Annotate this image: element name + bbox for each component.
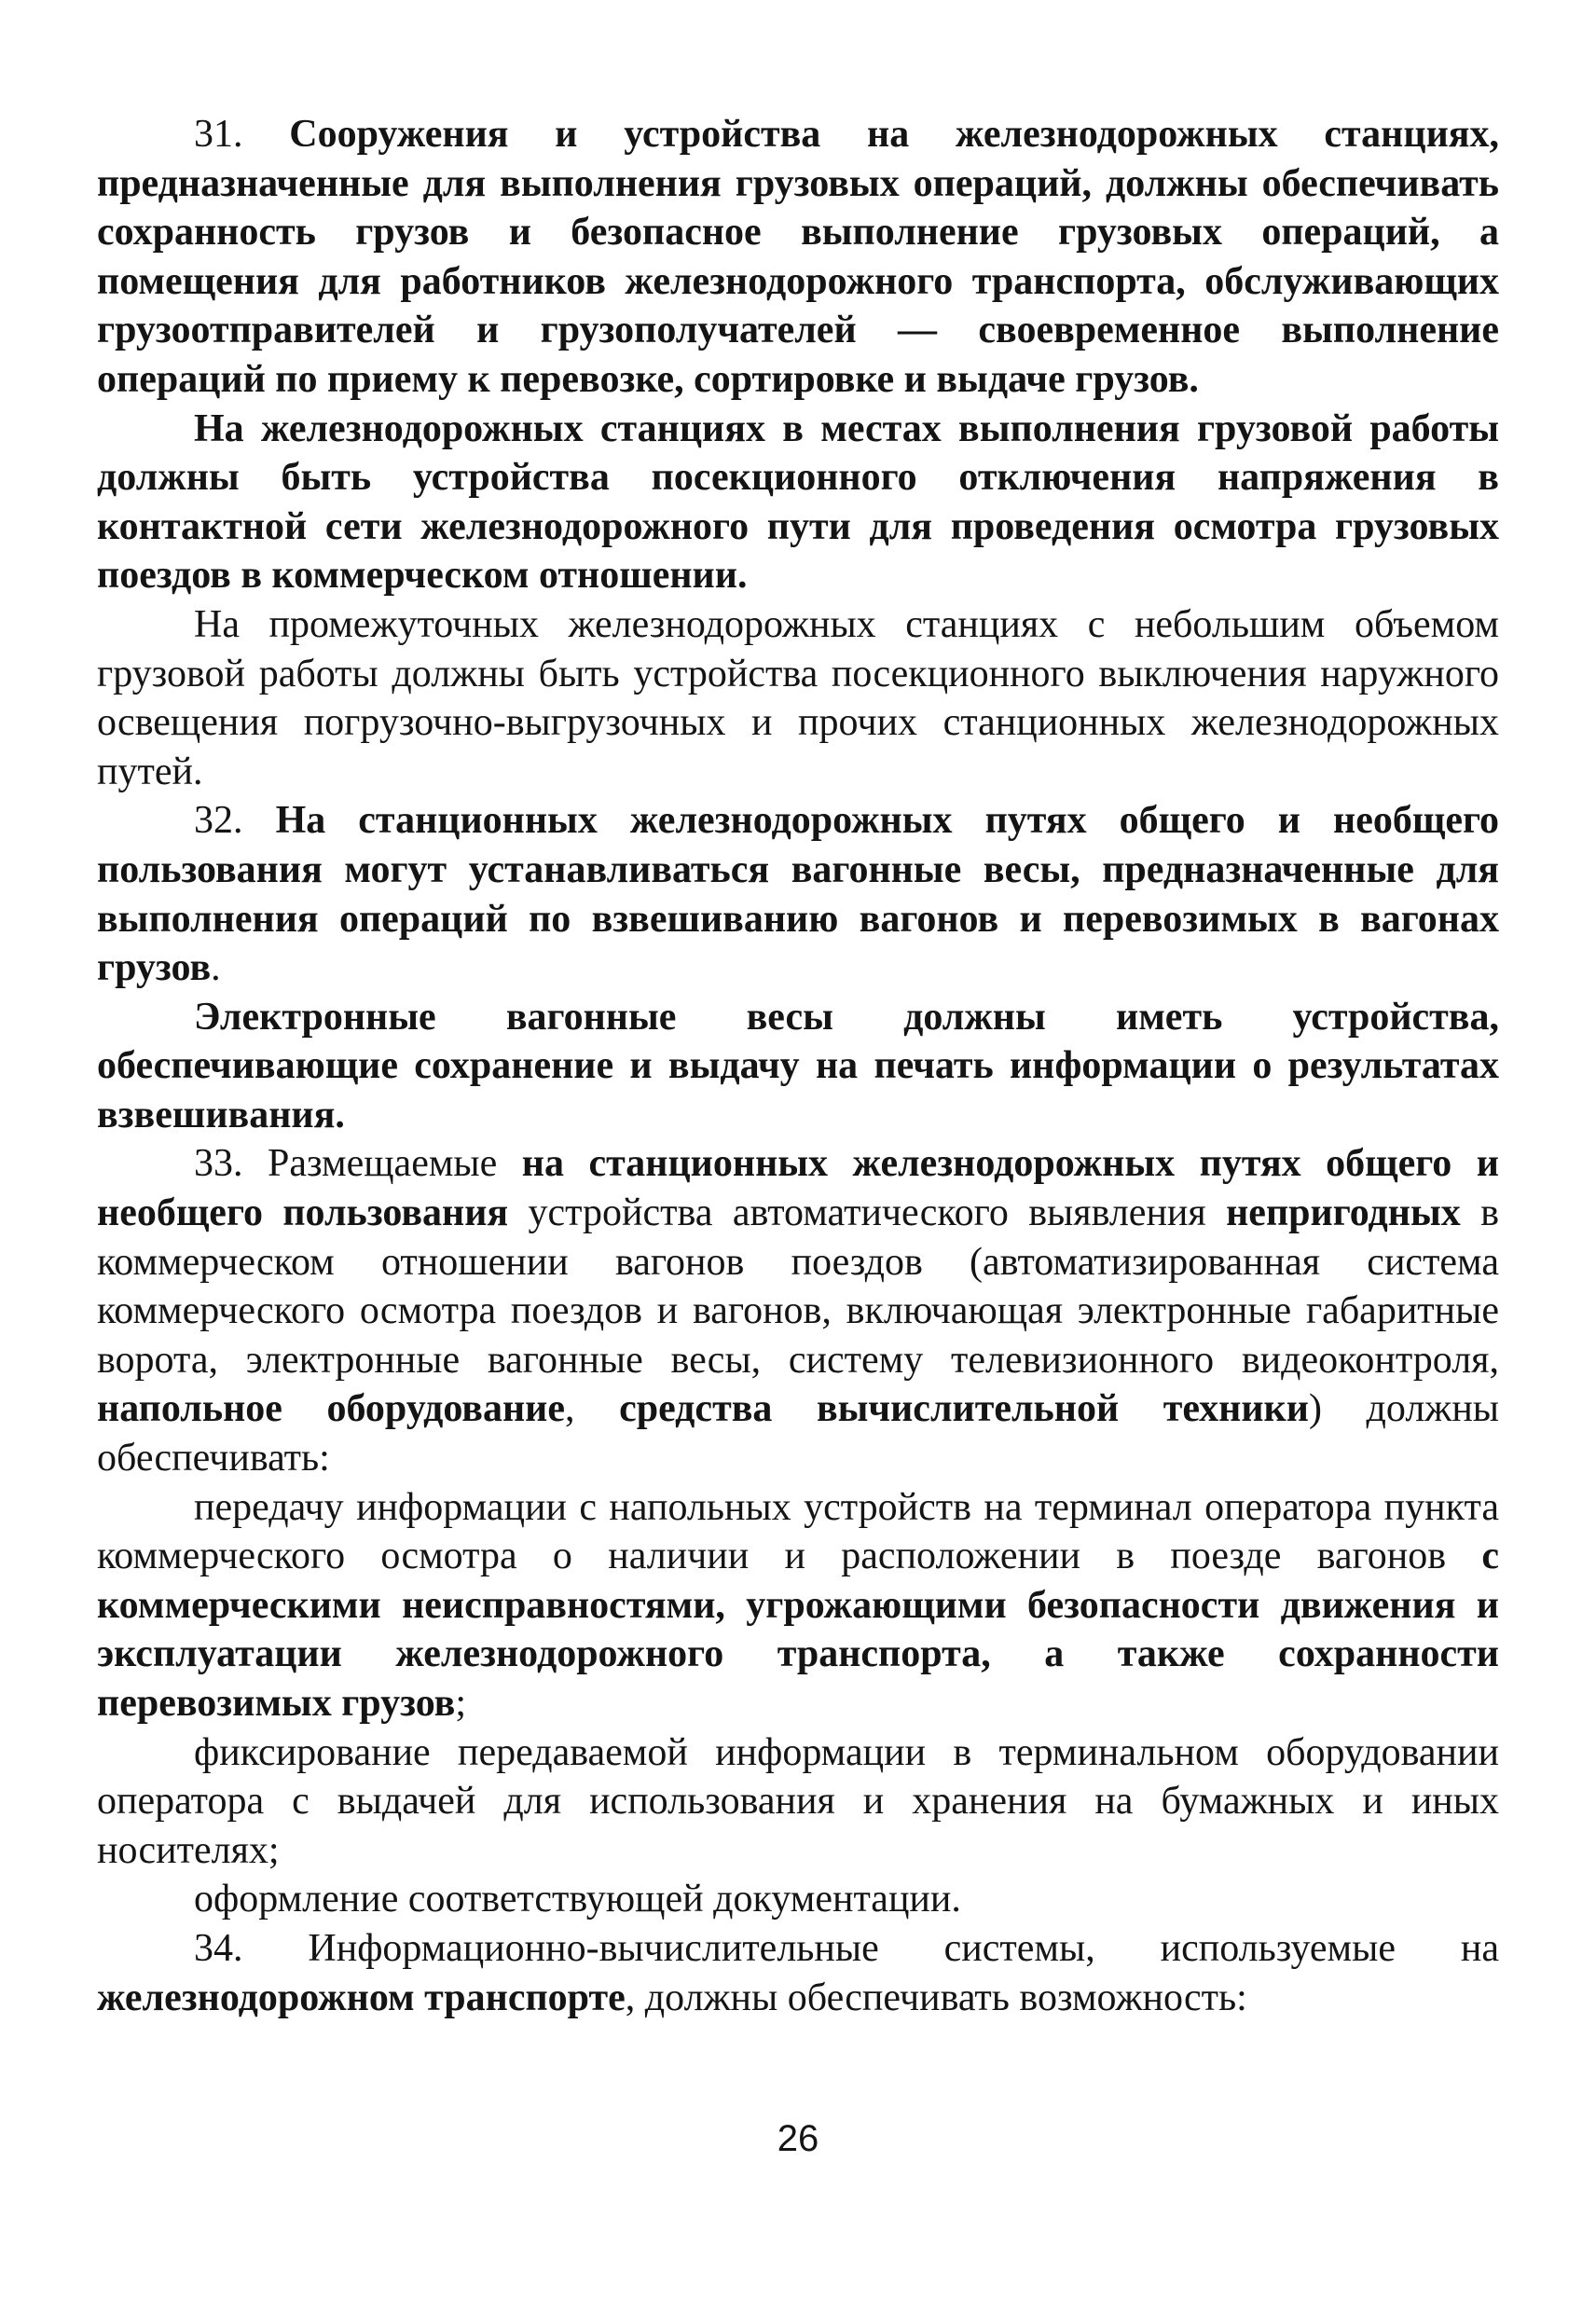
text-segment: 33. Размещаемые xyxy=(194,1142,522,1186)
paragraph-31 xyxy=(97,110,1499,405)
text-segment: ) должны обеспечивать: xyxy=(97,1387,1500,1480)
document-page xyxy=(97,110,1499,2313)
text-segment: 31. xyxy=(194,113,290,156)
text-segment: передачу информации с напольных устройств на терминал оператора пункта коммерческого осмотра о наличии и расположении в поезде вагонов xyxy=(97,1485,1499,1578)
bold-text-segment: непригодных xyxy=(1226,1191,1461,1235)
text-segment: 32. xyxy=(194,799,276,843)
bold-text-segment: Сооружения и устройства на железнодорожных станциях, предназначенные для выполнения грузовых операций, должны обеспечивать сохранность грузов и безопасное выполнение грузовых операций, а помещения для работников железнодорожного транспорта, обслуживающих грузоотправителей и грузополучателей — своевременное выполнение операций по приему к перевозке, сортировке и выдаче грузов. xyxy=(97,113,1500,401)
text-segment: , xyxy=(565,1387,620,1431)
text-segment: оформление соответствующей документации. xyxy=(194,1878,961,1921)
bold-text-segment: с коммерческими неисправностями, угрожающими безопасности движения и эксплуатации железнодорожного транспорта, а также сохранности перевозимых грузов xyxy=(97,1535,1499,1725)
text-segment: в коммерческом отношении вагонов поездов (автоматизированная система коммерческого осмотра поездов и вагонов, включающая электронные габаритные ворота, электронные вагонные весы, систему телевизионного видеоконтроля, xyxy=(97,1191,1499,1382)
text-segment: ; xyxy=(455,1682,467,1725)
paragraph-33 xyxy=(97,1139,1499,1482)
paragraph-34 xyxy=(97,1924,1499,2022)
text-segment: . xyxy=(211,946,221,990)
text-segment: , должны обеспечивать возможность: xyxy=(625,1976,1247,2019)
text-segment: На промежуточных железнодорожных станциях с небольшим объемом грузовой работы должны быть устройства посекционного выключения наружного освещения погрузочно-выгрузочных и прочих станционных железнодорожных путей. xyxy=(97,602,1499,793)
bold-text-segment: Электронные вагонные весы должны иметь устройства, обеспечивающие сохранение и выдачу на печать информации о результатах взвешивания. xyxy=(97,995,1499,1136)
text-segment: фиксирование передаваемой информации в терминальном оборудовании оператора с выдачей для использования и хранения на бумажных и иных носителях; xyxy=(97,1730,1499,1872)
page-number: 26 xyxy=(777,2118,819,2159)
bold-text-segment: на станционных железнодорожных путях общего и необщего пользования xyxy=(97,1142,1499,1235)
paragraph-32 xyxy=(97,796,1499,992)
paragraph-32-electronic-scales xyxy=(97,993,1499,1140)
text-segment: устройства автоматического выявления xyxy=(508,1191,1227,1235)
paragraph-33-item-recording xyxy=(97,1728,1499,1876)
bold-text-segment: железнодорожном транспорте xyxy=(97,1976,626,2019)
paragraph-31-lighting xyxy=(97,600,1499,796)
bold-text-segment: На железнодорожных станциях в местах выполнения грузовой работы должны быть устройства посекционного отключения напряжения в контактной сети железнодорожного пути для проведения осмотра грузовых поездов в коммерческом отношении. xyxy=(97,406,1499,598)
paragraph-33-item-documentation xyxy=(97,1875,1499,1924)
text-segment: 34. Информационно-вычислительные системы, используемые на xyxy=(194,1926,1499,1970)
bold-text-segment: напольное оборудование xyxy=(97,1387,566,1431)
paragraph-33-item-transfer xyxy=(97,1483,1499,1728)
bold-text-segment: На станционных железнодорожных путях общего и необщего пользования могут устанавливаться вагонные весы, предназначенные для выполнения операций по взвешиванию вагонов и перевозимых в вагонах грузов xyxy=(97,799,1500,990)
paragraph-31-contact-network xyxy=(97,405,1499,600)
bold-text-segment: средства вычислительной техники xyxy=(619,1387,1309,1431)
